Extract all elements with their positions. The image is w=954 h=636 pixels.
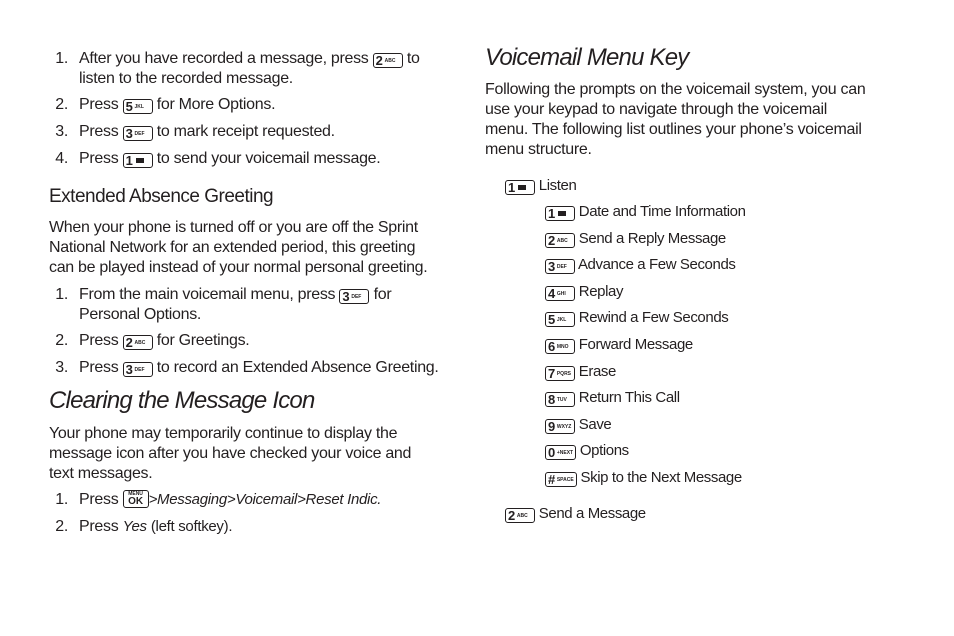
menu-subitem-label: Return This Call bbox=[578, 389, 680, 407]
clear-paragraph-line: message icon after you have checked your voice and bbox=[49, 445, 412, 462]
ext-paragraph-line: National Network for an extended period, this greeting bbox=[49, 239, 416, 256]
menu-subitem-key-icon: # $^{SPACE}$ bbox=[545, 472, 577, 487]
step-top-3-pre: Press bbox=[79, 123, 119, 140]
step-clear-2-text bbox=[79, 517, 232, 537]
menu-subitem-label: Send a Reply Message bbox=[578, 229, 726, 247]
menu-ok-key-icon bbox=[123, 490, 149, 508]
step-top-1-pre: After you have recorded a message, press bbox=[79, 50, 369, 67]
step-clear-1-text bbox=[79, 490, 381, 510]
menu-subitem-label: Forward Message bbox=[578, 336, 693, 353]
menu-subitem-key-icon: 0 $^{+NEXT}$ bbox=[545, 445, 576, 460]
envelope-icon bbox=[136, 158, 144, 163]
menu-subitem bbox=[545, 469, 742, 487]
menu-subitem bbox=[545, 256, 735, 274]
step-top-4-text bbox=[79, 149, 380, 169]
menu-subitem bbox=[545, 389, 680, 407]
menu-item-send-label: Send a Message bbox=[538, 505, 646, 522]
step-ext-1-number: 1. bbox=[55, 286, 68, 303]
step-top-2-post: for More Options. bbox=[156, 96, 276, 113]
step-ext-1-pre: From the main voicemail menu, press bbox=[79, 286, 336, 303]
step-clear-1-pre: Press bbox=[79, 491, 119, 508]
step-top-4-key-icon: 1 bbox=[123, 153, 153, 168]
step-top-1-text bbox=[79, 49, 420, 69]
step-clear-2-pre: Press bbox=[79, 518, 119, 535]
step-top-3-number: 3. bbox=[55, 123, 68, 140]
menu-subitem-label: Options bbox=[579, 442, 629, 460]
step-ext-2-post: for Greetings. bbox=[156, 332, 250, 349]
step-ext-3-pre: Press bbox=[79, 359, 119, 376]
step-ext-1-post: for bbox=[373, 286, 392, 303]
step-top-3-key-icon: 3 $^{DEF}$ bbox=[123, 126, 153, 141]
clear-paragraph-line: text messages. bbox=[49, 465, 153, 482]
menu-subitem-key-icon: 2 $^{ABC}$ bbox=[545, 233, 575, 248]
step-top-4-pre: Press bbox=[79, 150, 119, 167]
menu-subitem-label: Skip to the Next Message bbox=[580, 469, 742, 486]
menu-subitem bbox=[545, 283, 623, 301]
ext-heading: Extended Absence Greeting bbox=[49, 186, 274, 207]
menu-subitem-key-icon: 8 $^{TUV}$ bbox=[545, 392, 575, 407]
menu-subitem bbox=[545, 416, 611, 434]
menu-subitem-label: Save bbox=[578, 415, 612, 433]
menu-subitem-label: Rewind a Few Seconds bbox=[578, 309, 729, 327]
menu-subitem bbox=[545, 203, 746, 221]
menu-item-listen-label: Listen bbox=[538, 177, 577, 194]
menu-item-send bbox=[505, 505, 646, 523]
menu-subitem-key-icon: 1 bbox=[545, 206, 575, 221]
menu-subitem-key-icon: 3 $^{DEF}$ bbox=[545, 259, 575, 274]
step-ext-1-text bbox=[79, 285, 391, 305]
ext-paragraph-line: can be played instead of your normal personal greeting. bbox=[49, 259, 428, 276]
step-top-1-line2: listen to the recorded message. bbox=[79, 70, 293, 87]
clear-paragraph-line: Your phone may temporarily continue to display the bbox=[49, 425, 398, 442]
voicemail-paragraph-line: Following the prompts on the voicemail system, you can bbox=[485, 81, 866, 98]
ok-key-label: OK bbox=[128, 496, 144, 507]
envelope-icon bbox=[518, 185, 526, 190]
step-top-3-text bbox=[79, 122, 335, 142]
menu-subitem-key-icon: 9 $^{WXYZ}$ bbox=[545, 419, 575, 434]
step-ext-3-key-icon: 3 $^{DEF}$ bbox=[123, 362, 153, 377]
step-top-4-number: 4. bbox=[55, 150, 68, 167]
step-ext-2-number: 2. bbox=[55, 332, 68, 349]
menu-subitem-key-icon: 4 $^{GHI}$ bbox=[545, 286, 575, 301]
step-clear-1-number: 1. bbox=[55, 491, 68, 508]
menu-subitem bbox=[545, 309, 728, 327]
step-ext-3-post: to record an Extended Absence Greeting. bbox=[156, 359, 439, 376]
step-top-2-number: 2. bbox=[55, 96, 68, 113]
softkey-label: Yes bbox=[122, 518, 147, 535]
menu-subitem-key-icon: 5 $^{JKL}$ bbox=[545, 312, 575, 327]
menu-subitem-key-icon: 7 $^{PQRS}$ bbox=[545, 366, 575, 381]
step-top-2-key-icon: 5 $^{JKL}$ bbox=[123, 99, 153, 114]
clear-heading: Clearing the Message Icon bbox=[49, 387, 315, 414]
menu-key-label: MENU bbox=[128, 491, 143, 497]
menu-item-listen-key-icon: 1 bbox=[505, 180, 535, 195]
menu-subitem-label: Erase bbox=[578, 362, 616, 380]
step-ext-1-line2: Personal Options. bbox=[79, 306, 202, 323]
menu-subitem-label: Replay bbox=[578, 282, 624, 300]
envelope-icon bbox=[558, 211, 566, 216]
step-top-2-text bbox=[79, 95, 275, 115]
voicemail-paragraph-line: menu structure. bbox=[485, 141, 592, 158]
step-top-2-pre: Press bbox=[79, 96, 119, 113]
step-top-1-number: 1. bbox=[55, 50, 68, 67]
menu-item-send-key-icon: 2 $^{ABC}$ bbox=[505, 508, 535, 523]
step-ext-3-number: 3. bbox=[55, 359, 68, 376]
step-ext-1-key-icon: 3 $^{DEF}$ bbox=[339, 289, 369, 304]
step-clear-2-number: 2. bbox=[55, 518, 68, 535]
step-ext-2-key-icon: 2 $^{ABC}$ bbox=[123, 335, 153, 350]
step-ext-3-text bbox=[79, 358, 439, 378]
step-ext-2-text bbox=[79, 331, 249, 351]
menu-path: >Messaging>Voicemail>Reset Indic. bbox=[148, 491, 382, 508]
step-top-1-key-icon: 2 $^{ABC}$ bbox=[373, 53, 403, 68]
voicemail-paragraph-line: use your keypad to navigate through the voicemail bbox=[485, 101, 827, 118]
menu-subitem bbox=[545, 363, 616, 381]
menu-subitem bbox=[545, 336, 693, 354]
voicemail-paragraph-line: menu. The following list outlines your phone’s voicemail bbox=[485, 121, 862, 138]
menu-subitem-key-icon: 6 $^{MNO}$ bbox=[545, 339, 575, 354]
menu-item-listen bbox=[505, 177, 576, 195]
menu-subitem bbox=[545, 230, 726, 248]
step-ext-2-pre: Press bbox=[79, 332, 119, 349]
menu-subitem-label: Advance a Few Seconds bbox=[577, 256, 736, 274]
step-top-3-post: to mark receipt requested. bbox=[156, 123, 335, 140]
menu-subitem-label: Date and Time Information bbox=[578, 203, 746, 220]
ext-paragraph-line: When your phone is turned off or you are off the Sprint bbox=[49, 219, 418, 236]
menu-subitem bbox=[545, 442, 629, 460]
voicemail-heading: Voicemail Menu Key bbox=[485, 44, 689, 71]
step-top-1-post: to bbox=[406, 50, 420, 67]
step-top-4-post: to send your voicemail message. bbox=[156, 150, 381, 167]
step-clear-2-post: (left softkey). bbox=[150, 518, 233, 535]
